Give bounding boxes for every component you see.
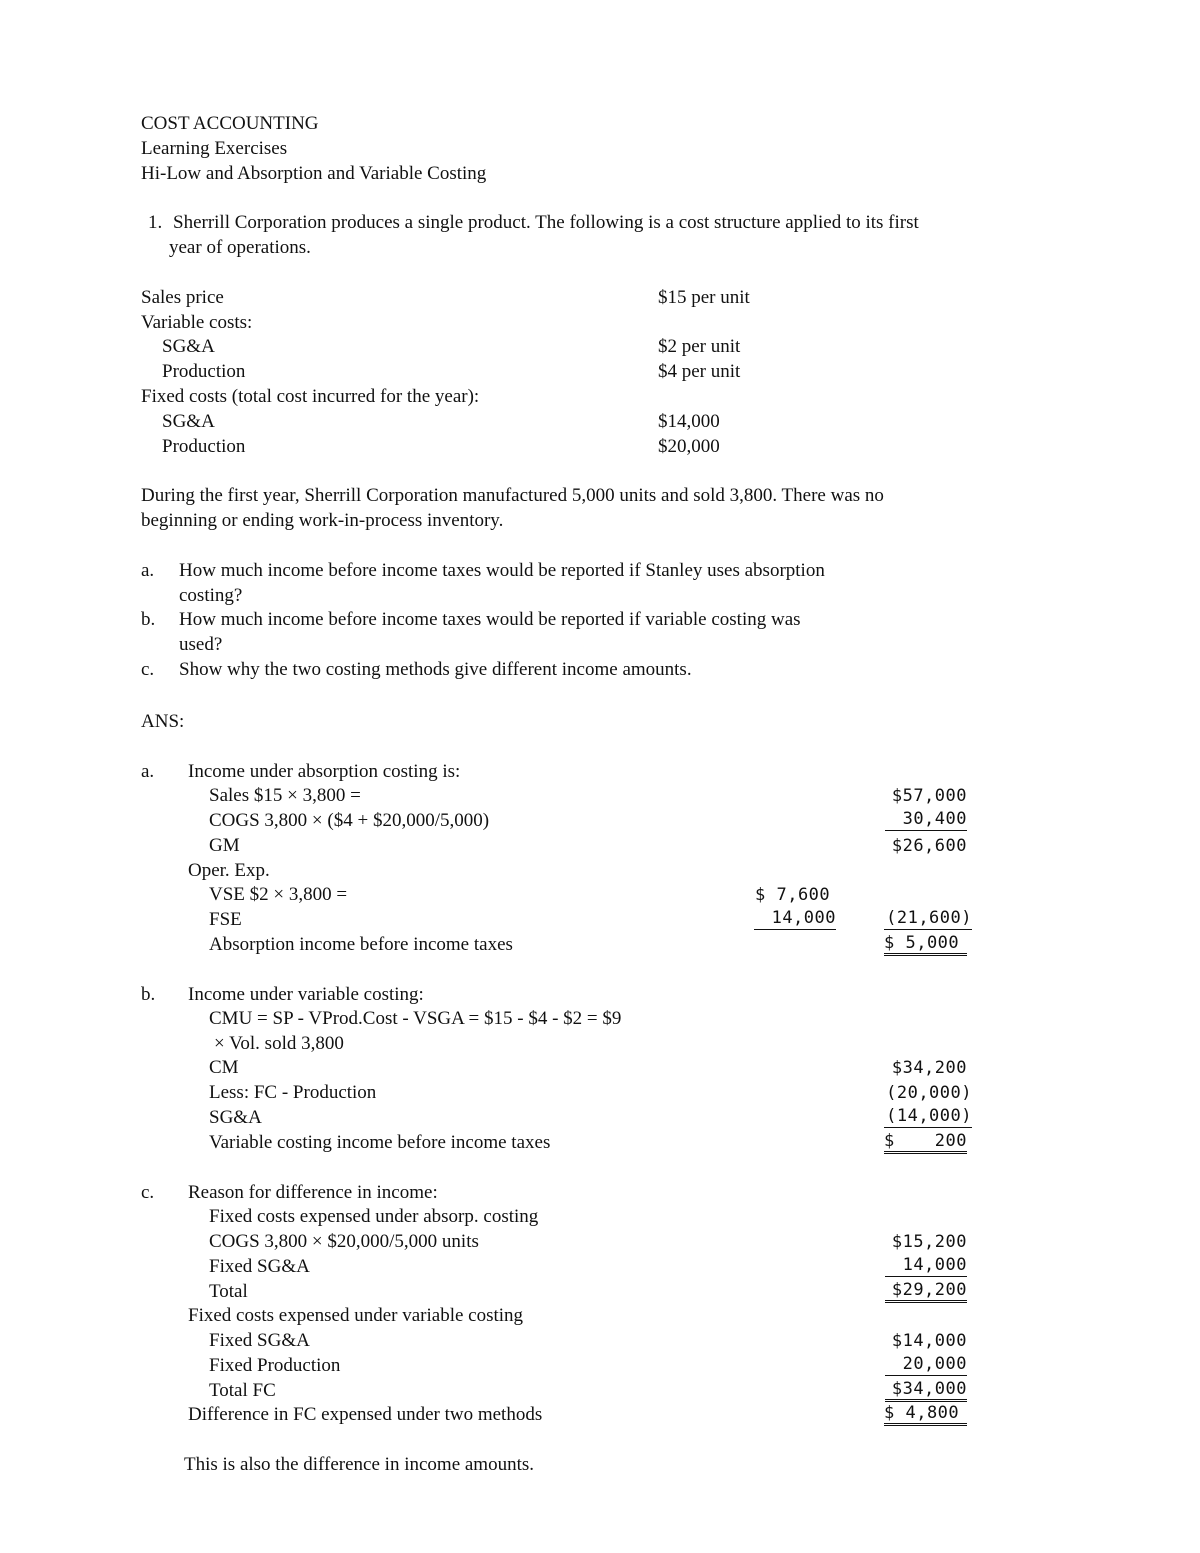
total-fc-label: Total FC (209, 1380, 276, 1401)
cmu-line: CMU = SP - VProd.Cost - VSGA = $15 - $4 - $2 = $9 (209, 1008, 622, 1029)
cost-row-value: $20,000 (658, 436, 720, 457)
cost-row-label: SG&A (162, 411, 215, 432)
gm-value: $26,600 (891, 836, 967, 856)
question-text: used? (179, 634, 223, 655)
fixed-production-value: 20,000 (885, 1354, 967, 1376)
cost-row-label: Sales price (141, 287, 224, 308)
absorption-income-label: Absorption income before income taxes (209, 934, 513, 955)
vse-value: $ 7,600 (755, 885, 831, 905)
answer-label: ANS: (141, 711, 185, 732)
fixed-sga-label: Fixed SG&A (209, 1256, 310, 1277)
question-text: Show why the two costing methods give different income amounts. (179, 659, 692, 680)
oper-exp-label: Oper. Exp. (188, 860, 270, 881)
question-letter: b. (141, 609, 156, 630)
part-b-letter: b. (141, 984, 156, 1005)
question-text: How much income before income taxes would be reported if variable costing was (179, 609, 801, 630)
cost-row-label: Production (162, 436, 246, 457)
closing-note: This is also the difference in income amounts. (184, 1454, 535, 1475)
cost-row-value: $2 per unit (658, 336, 741, 357)
vol-line: × Vol. sold 3,800 (214, 1033, 344, 1054)
problem-intro-line2: year of operations. (169, 237, 311, 258)
during-paragraph-line2: beginning or ending work-in-process inventory. (141, 510, 504, 531)
problem-intro-line1: Sherrill Corporation produces a single product. The following is a cost structure applied to its first (173, 212, 919, 233)
fixed-sga-value: 14,000 (885, 1255, 967, 1277)
cogs-label: COGS 3,800 × ($4 + $20,000/5,000) (209, 810, 490, 831)
sales-label: Sales $15 × 3,800 = (209, 785, 361, 806)
fc-production-value: (20,000) (886, 1083, 972, 1103)
question-letter: a. (141, 560, 155, 581)
part-c-heading: Reason for difference in income: (188, 1182, 438, 1203)
cost-row-value: $15 per unit (658, 287, 750, 308)
fixed-production-label: Fixed Production (209, 1355, 341, 1376)
gm-label: GM (209, 835, 240, 856)
fc-production-label: Less: FC - Production (209, 1082, 377, 1103)
fse-total: (21,600) (884, 908, 972, 930)
cogs-fixed-value: $15,200 (891, 1232, 967, 1252)
absorp-fixed-heading: Fixed costs expensed under absorp. costing (209, 1206, 539, 1227)
question-letter: c. (141, 659, 155, 680)
fse-label: FSE (209, 909, 242, 930)
cost-row-label: Fixed costs (total cost incurred for the year): (141, 386, 480, 407)
vse-label: VSE $2 × 3,800 = (209, 884, 348, 905)
fse-value: 14,000 (754, 908, 836, 930)
absorption-income-value: $ 5,000 (884, 933, 967, 956)
question-text: costing? (179, 585, 243, 606)
document-topic: Hi-Low and Absorption and Variable Costing (141, 163, 487, 184)
sga-label: SG&A (209, 1107, 262, 1128)
part-a-letter: a. (141, 761, 155, 782)
cogs-fixed-label: COGS 3,800 × $20,000/5,000 units (209, 1231, 479, 1252)
part-a-heading: Income under absorption costing is: (188, 761, 461, 782)
absorp-total-label: Total (209, 1281, 248, 1302)
part-c-letter: c. (141, 1182, 155, 1203)
question-text: How much income before income taxes would be reported if Stanley uses absorption (179, 560, 825, 581)
variable-fixed-heading: Fixed costs expensed under variable costing (188, 1305, 524, 1326)
absorp-total-value: $29,200 (885, 1280, 967, 1303)
difference-value: $ 4,800 (884, 1403, 967, 1426)
during-paragraph-line1: During the first year, Sherrill Corporation manufactured 5,000 units and sold 3,800. There was no (141, 485, 884, 506)
sales-value: $57,000 (891, 786, 967, 806)
cost-row-label: SG&A (162, 336, 215, 357)
cost-row-value: $14,000 (658, 411, 720, 432)
cost-row-label: Production (162, 361, 246, 382)
var-fixed-sga-value: $14,000 (891, 1331, 967, 1351)
sga-value: (14,000) (884, 1106, 972, 1128)
cm-value: $34,200 (891, 1058, 967, 1078)
var-fixed-sga-label: Fixed SG&A (209, 1330, 310, 1351)
cost-row-label: Variable costs: (141, 312, 253, 333)
variable-income-value: $ 200 (884, 1131, 967, 1154)
document-title: COST ACCOUNTING (141, 113, 319, 134)
variable-income-label: Variable costing income before income taxes (209, 1132, 551, 1153)
cm-label: CM (209, 1057, 239, 1078)
cogs-value: 30,400 (885, 809, 967, 831)
document-subtitle: Learning Exercises (141, 138, 288, 159)
cost-row-value: $4 per unit (658, 361, 741, 382)
problem-number: 1. (148, 212, 163, 233)
part-b-heading: Income under variable costing: (188, 984, 424, 1005)
total-fc-value: $34,000 (885, 1379, 967, 1402)
difference-label: Difference in FC expensed under two methods (188, 1404, 543, 1425)
